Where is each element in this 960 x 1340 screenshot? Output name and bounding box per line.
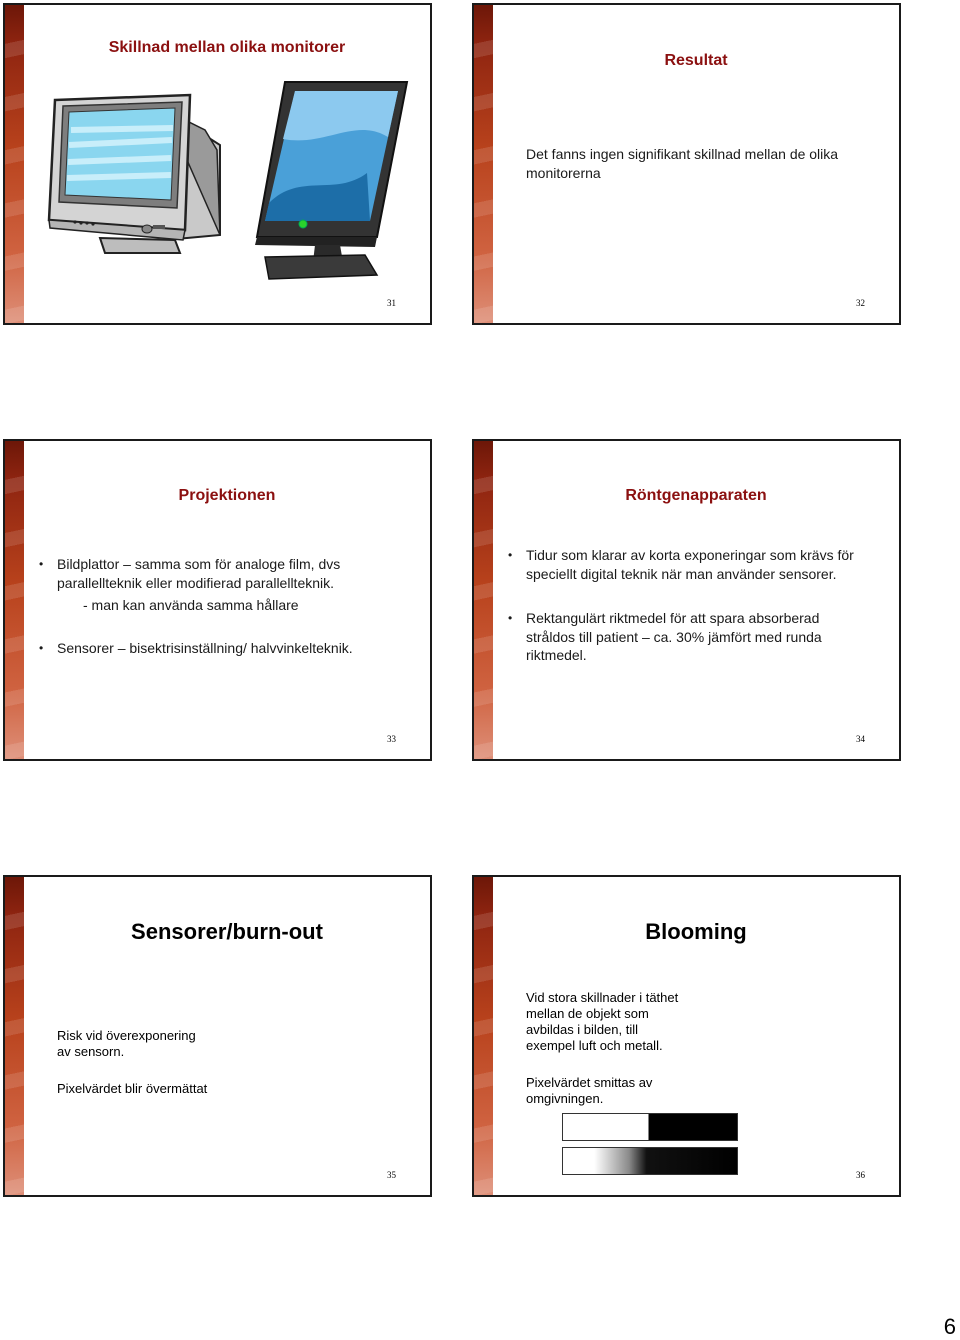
slide-number: 33 bbox=[387, 734, 396, 744]
page-number: 6 bbox=[943, 1314, 956, 1339]
slide-title: Röntgenapparaten bbox=[625, 487, 767, 504]
slide-accent-stripe bbox=[474, 877, 493, 1195]
blooming-gradient-bar bbox=[562, 1147, 738, 1175]
slide-number: 35 bbox=[387, 1170, 396, 1180]
bullet-item: • Bildplattor – samma som för analoge film, dvs parallellteknik eller modifierad parallellteknik. - man kan använda samma hållare bbox=[39, 555, 394, 615]
bullet-list bbox=[508, 546, 868, 665]
slide-35 bbox=[3, 875, 432, 1197]
slide-accent-stripe bbox=[474, 441, 493, 759]
flat-screen-monitor-illustration bbox=[255, 77, 415, 287]
crt-monitor-illustration bbox=[45, 90, 230, 260]
slide-33 bbox=[3, 439, 432, 761]
slide-accent-stripe bbox=[474, 5, 493, 323]
slide-number: 31 bbox=[387, 298, 396, 308]
slide-paragraph: Vid stora skillnader i täthet mellan de objekt som avbildas i bilden, till exempel luft och metall. bbox=[526, 990, 679, 1053]
slide-paragraph: Pixelvärdet blir övermättat bbox=[57, 1081, 208, 1096]
slide-number: 34 bbox=[856, 734, 865, 744]
bullet-item: • Rektangulärt riktmedel för att spara absorberad stråldos till patient – ca. 30% jämfört med runda riktmedel. bbox=[508, 609, 868, 665]
slide-paragraph: Pixelvärdet smittas av omgivningen. bbox=[526, 1075, 653, 1106]
slide-paragraph: Risk vid överexponering av sensorn. bbox=[57, 1028, 196, 1059]
slide-accent-stripe bbox=[5, 441, 24, 759]
bullet-subtext: - man kan använda samma hållare bbox=[83, 597, 299, 613]
sharp-white-black-bar bbox=[562, 1113, 738, 1141]
slide-title: Projektionen bbox=[178, 487, 276, 504]
slide-title: Blooming bbox=[645, 919, 747, 944]
slide-32 bbox=[472, 3, 901, 325]
slide-accent-stripe bbox=[5, 877, 24, 1195]
slide-accent-stripe bbox=[5, 5, 24, 323]
slide-title: Sensorer/burn-out bbox=[131, 919, 323, 944]
slide-number: 32 bbox=[856, 298, 865, 308]
bullet-item: • Tidur som klarar av korta exponeringar som krävs för speciellt digital teknik när man använder sensorer. bbox=[508, 546, 868, 583]
slide-36 bbox=[472, 875, 901, 1197]
slide-31 bbox=[3, 3, 432, 325]
slide-title: Resultat bbox=[664, 52, 728, 69]
result-text: Det fanns ingen signifikant skillnad mellan de olika monitorerna bbox=[526, 146, 839, 181]
bullet-item: • Sensorer – bisektrisinställning/ halvvinkelteknik. bbox=[39, 639, 394, 658]
slide-number: 36 bbox=[856, 1170, 865, 1180]
slide-34 bbox=[472, 439, 901, 761]
bullet-list bbox=[39, 555, 394, 657]
slide-title: Skillnad mellan olika monitorer bbox=[108, 39, 346, 56]
